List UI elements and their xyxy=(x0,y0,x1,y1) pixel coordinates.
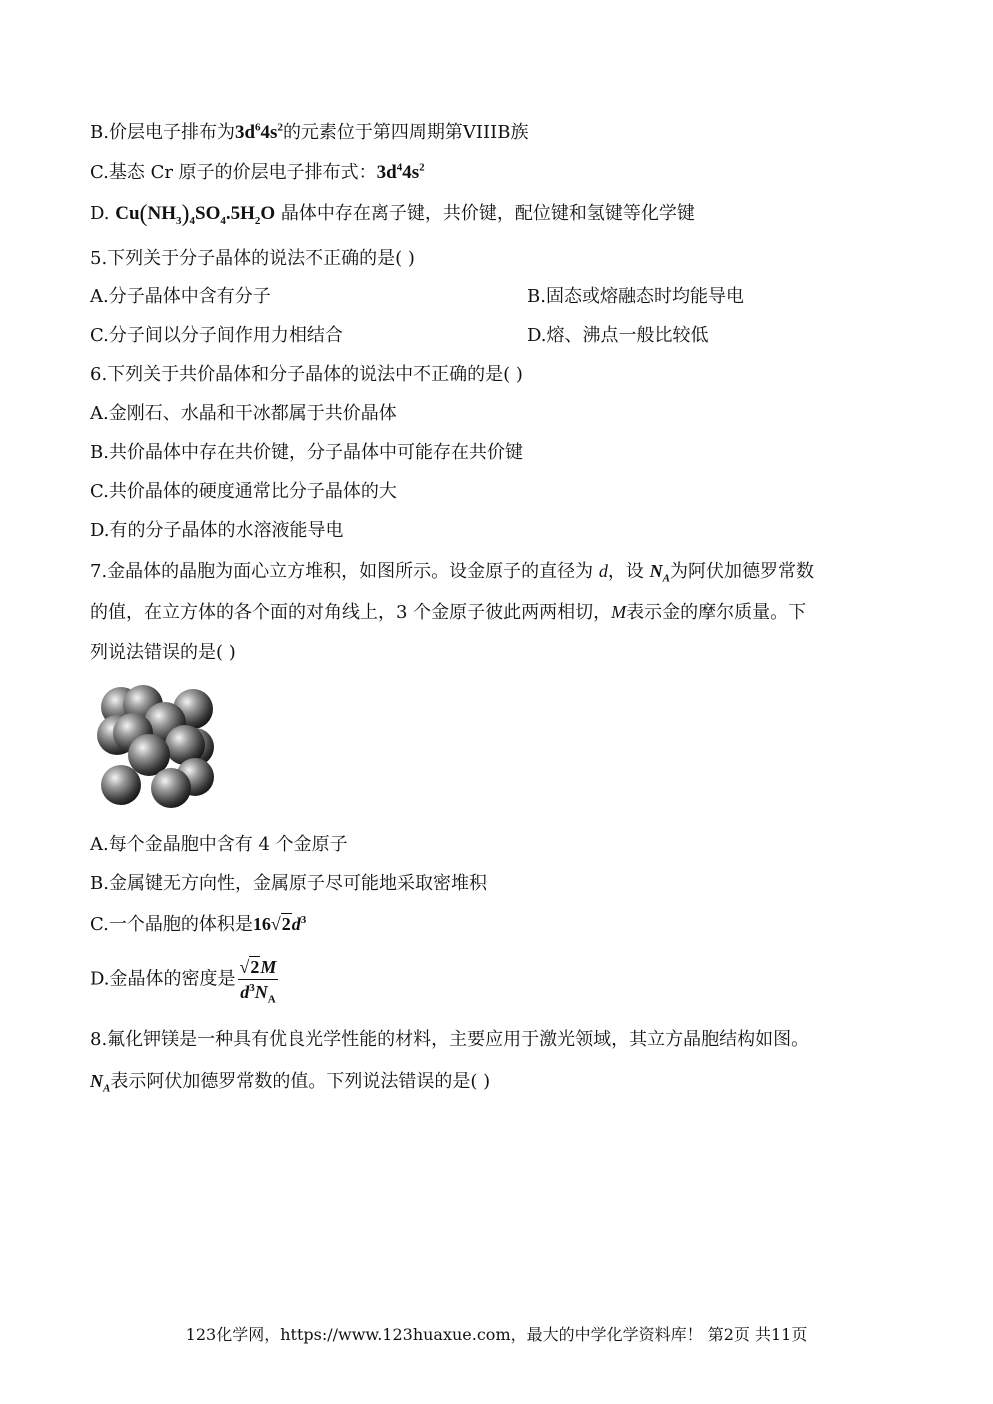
electron-config: $3d^44s^2$ xyxy=(376,161,425,183)
question-5-row1 xyxy=(90,284,890,310)
option-6b: B.共价晶体中存在共价键，分子晶体中可能存在共价键 xyxy=(90,442,523,463)
option-7c: C.一个晶胞的体积是$16√2d^3$ xyxy=(90,914,307,935)
option-6a: A.金刚石、水晶和干冰都属于共价晶体 xyxy=(90,403,397,424)
question-6-stem: 6.下列关于共价晶体和分子晶体的说法中不正确的是( ) xyxy=(90,364,523,385)
option-7d: D.金晶体的密度是 $\frac{√2M}{d^3N_A}$ xyxy=(90,957,277,1006)
avogadro-symbol: $N_A$ xyxy=(649,561,670,585)
option-5d: D.熔、沸点一般比较低 xyxy=(527,325,709,346)
chemical-formula: $Cu(NH_3)_4SO_4.5H_2O$ xyxy=(115,201,276,227)
question-7-stem-line2: 的值，在立方体的各个面的对角线上，3 个金原子彼此两两相切，M表示金的摩尔质量。下 xyxy=(90,602,807,623)
density-formula: $\frac{√2M}{d^3N_A}$ xyxy=(239,957,277,1006)
option-5b: B.固态或熔融态时均能导电 xyxy=(527,286,744,307)
gold-unit-cell-figure xyxy=(95,685,215,810)
cell-volume-formula: $16√2d^3$ xyxy=(252,914,307,934)
option-4b: B.价层电子排布为$3d^64s^2$的元素位于第四周期第VIIIB族 xyxy=(90,121,529,143)
option-6d: D.有的分子晶体的水溶液能导电 xyxy=(90,520,344,541)
atom-spheres xyxy=(97,685,214,808)
option-6c: C.共价晶体的硬度通常比分子晶体的大 xyxy=(90,481,397,502)
page-footer: 123化学网，https://www.123huaxue.com，最大的中学化学资料库！ 第2页 共11页 xyxy=(185,1325,808,1344)
option-7a: A.每个金晶胞中含有 4 个金原子 xyxy=(90,834,348,855)
question-7-stem-line3: 列说法错误的是( ) xyxy=(90,642,236,663)
avogadro-symbol: $N_A$ xyxy=(90,1071,111,1095)
option-5c: C.分子间以分子间作用力相结合 xyxy=(90,325,343,346)
option-4c: C.基态 Cr 原子的价层电子排布式：$3d^44s^2$ xyxy=(90,161,425,183)
option-5a: A.分子晶体中含有分子 xyxy=(90,286,271,307)
question-5-stem: 5.下列关于分子晶体的说法不正确的是( ) xyxy=(90,248,415,269)
question-8-stem-line1: 8.氟化钾镁是一种具有优良光学性能的材料，主要应用于激光领域，其立方晶胞结构如图。 xyxy=(90,1029,810,1050)
option-4d: D. $Cu(NH_3)_4SO_4.5H_2O$ 晶体中存在离子键，共价键，配位键和氢键等化学键 xyxy=(90,201,695,227)
question-5-row2 xyxy=(90,323,890,349)
option-7b: B.金属键无方向性，金属原子尽可能地采取密堆积 xyxy=(90,873,487,894)
electron-config: $3d^64s^2$ xyxy=(234,121,283,143)
question-7-stem-line1: 7.金晶体的晶胞为面心立方堆积，如图所示。设金原子的直径为 d，设 $N_A$为阿伏加德罗常数 xyxy=(90,561,814,585)
question-8-stem-line2: $N_A$表示阿伏加德罗常数的值。下列说法错误的是( ) xyxy=(90,1071,491,1095)
